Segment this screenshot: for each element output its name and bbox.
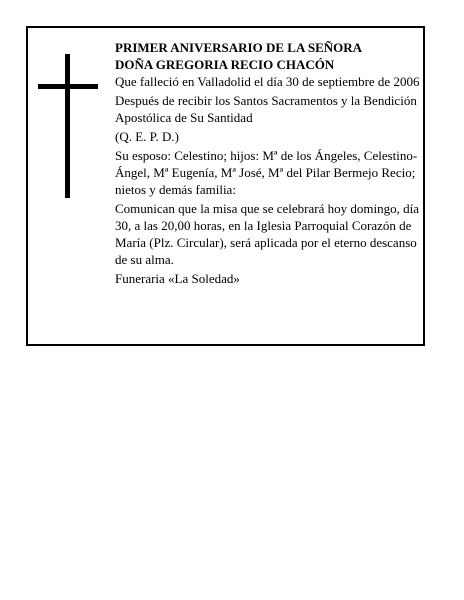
mass-text: Comunican que la misa que se celebrará hoy domingo, día 30, a las 20,00 horas, en la Iglesia Parroquial Corazón de María (Plz. Circular), será aplicada por el eterno descanso de su alma. (115, 201, 419, 267)
cross-vertical-bar (65, 54, 70, 198)
title-line-1: PRIMER ANIVERSARIO DE LA SEÑORA (115, 40, 363, 55)
title-line-2: DOÑA GREGORIA RECIO CHACÓN (115, 57, 335, 72)
cross-icon (38, 54, 100, 198)
obituary-text (115, 39, 420, 287)
qepd-text: (Q. E. P. D.) (115, 129, 179, 144)
cross-horizontal-bar (38, 84, 98, 89)
sacraments-text: Después de recibir los Santos Sacramentos y la Bendición Apostólica de Su Santidad (115, 93, 417, 125)
death-info: Que falleció en Valladolid el día 30 de septiembre de 2006 (115, 74, 420, 89)
funeral-home: Funeraria «La Soledad» (115, 271, 240, 286)
family-text: Su esposo: Celestino; hijos: Mª de los Ángeles, Celestino-Ángel, Mª Eugenía, Mª José, Mª del Pilar Bermejo Recio; nietos y demás familia: (115, 148, 418, 197)
obituary-notice (26, 26, 425, 346)
